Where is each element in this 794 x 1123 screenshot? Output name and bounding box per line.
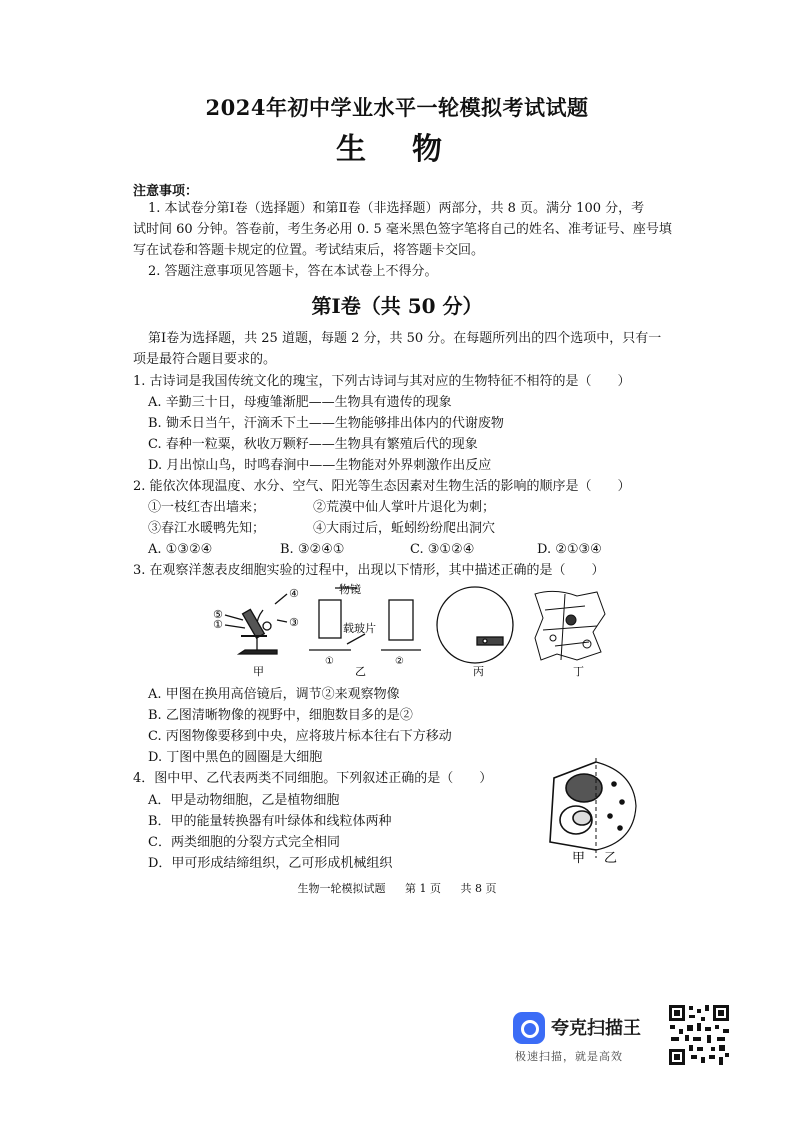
notice-item2: 2. 答题注意事项见答题卡，答在本试卷上不得分。 xyxy=(148,264,438,279)
q2-option-c: C. ③①②④ xyxy=(410,542,475,557)
q2-option-b: B. ③②④① xyxy=(280,542,345,557)
q4-option-a: A．甲是动物细胞，乙是植物细胞 xyxy=(148,793,340,808)
q3-option-a: A. 甲图在换用高倍镜后，调节②来观察物像 xyxy=(148,687,400,702)
q2-statement-2: ②荒漠中仙人掌叶片退化为刺； xyxy=(313,500,496,515)
fig-label-n4: ④ xyxy=(289,587,299,600)
qr-code-icon xyxy=(667,1003,731,1067)
fig-label-n2: ② xyxy=(395,656,404,667)
q4-stem: 4．图中甲、乙代表两类不同细胞。下列叙述正确的是（ ） xyxy=(133,771,493,786)
quark-logo-icon xyxy=(513,1012,545,1044)
q1-option-d: D. 月出惊山鸟，时鸣春涧中——生物能对外界刺激作出反应 xyxy=(148,458,492,473)
q2-statement-3: ③春江水暖鸭先知； xyxy=(148,521,266,536)
fig-label-objective: 物镜 xyxy=(339,583,361,596)
q4-fig-label-jia: 甲 xyxy=(572,851,586,866)
fig-label-n5: ⑤ xyxy=(213,608,223,621)
page-footer xyxy=(0,880,794,896)
q3-stem: 3. 在观察洋葱表皮细胞实验的过程中，出现以下情形，其中描述正确的是（ ） xyxy=(133,563,605,578)
notice-item1-line2: 试时间 60 分钟。答卷前，考生务必用 0. 5 毫米黑色签字笔将自己的姓名、准考证号、座号填 xyxy=(133,222,672,237)
notice-item1-line3: 写在试卷和答题卡规定的位置。考试结束后，将答题卡交回。 xyxy=(133,243,485,258)
fig-label-n1b: ① xyxy=(325,656,334,667)
q3-option-b: B. 乙图清晰物像的视野中，细胞数目多的是② xyxy=(148,708,413,723)
q3-option-c: C. 丙图物像要移到中央，应将玻片标本往右下方移动 xyxy=(148,729,452,744)
q4-cell-figure xyxy=(544,758,644,866)
microscope-figure xyxy=(225,594,287,654)
footer-page-number: 第 1 页 xyxy=(405,882,441,895)
q2-option-d: D. ②①③④ xyxy=(537,542,602,557)
field-of-view-figure xyxy=(437,587,513,663)
fig-label-slide: 载玻片 xyxy=(343,622,376,635)
part1-intro-line1: 第Ⅰ卷为选择题，共 25 道题，每题 2 分，共 50 分。在每题所列出的四个选项中，只有一 xyxy=(148,331,662,346)
notice-item1-line1: 1. 本试卷分第Ⅰ卷（选择题）和第Ⅱ卷（非选择题）两部分，共 8 页。满分 100 分，考 xyxy=(148,201,645,216)
cells-figure xyxy=(535,591,605,660)
q1-option-c: C. 春种一粒粟，秋收万颗籽——生物具有繁殖后代的现象 xyxy=(148,437,478,452)
part1-title: 第Ⅰ卷（共 50 分） xyxy=(311,294,483,318)
objective-lens-figure xyxy=(309,588,421,650)
q4-option-c: C．两类细胞的分裂方式完全相同 xyxy=(148,835,340,850)
fig-label-n3: ③ xyxy=(289,616,299,629)
q2-option-a: A. ①③②④ xyxy=(148,542,213,557)
q1-option-b: B. 锄禾日当午，汗滴禾下土——生物能够排出体内的代谢废物 xyxy=(148,416,504,431)
q2-stem: 2. 能依次体现温度、水分、空气、阳光等生态因素对生物生活的影响的顺序是（ ） xyxy=(133,479,631,494)
watermark-slogan: 极速扫描，就是高效 xyxy=(515,1050,623,1063)
footer-page-total: 共 8 页 xyxy=(460,882,497,895)
q3-option-d: D. 丁图中黑色的圆圈是大细胞 xyxy=(148,750,323,765)
q1-option-a: A. 辛勤三十日，母瘦雏渐肥——生物具有遗传的现象 xyxy=(148,395,452,410)
q4-fig-label-yi: 乙 xyxy=(604,851,618,866)
footer-exam-name: 生物一轮模拟试题 xyxy=(297,882,386,895)
fig-caption-ding: 丁 xyxy=(573,665,584,678)
q2-statement-1: ①一枝红杏出墙来； xyxy=(148,500,266,515)
fig-caption-bing: 丙 xyxy=(473,665,484,678)
q1-stem: 1. 古诗词是我国传统文化的瑰宝，下列古诗词与其对应的生物特征不相符的是（ ） xyxy=(133,374,631,389)
watermark-brand: 夸克扫描王 xyxy=(551,1018,641,1039)
part1-intro-line2: 项是最符合题目要求的。 xyxy=(133,352,277,367)
q3-figure xyxy=(205,580,615,680)
fig-caption-jia: 甲 xyxy=(253,665,264,678)
q4-option-d: D．甲可形成结缔组织，乙可形成机械组织 xyxy=(148,856,393,871)
scanner-watermark xyxy=(513,1010,663,1068)
q2-statement-4: ④大雨过后，蚯蚓纷纷爬出洞穴 xyxy=(313,521,496,536)
fig-caption-yi: 乙 xyxy=(355,665,366,678)
fig-label-n1: ① xyxy=(213,618,223,631)
subject-title: 生物 xyxy=(336,132,488,167)
notice-heading: 注意事项： xyxy=(133,184,199,199)
q4-option-b: B．甲的能量转换器有叶绿体和线粒体两种 xyxy=(148,814,392,829)
exam-title: 2024年初中学业水平一轮模拟考试试题 xyxy=(205,95,589,120)
